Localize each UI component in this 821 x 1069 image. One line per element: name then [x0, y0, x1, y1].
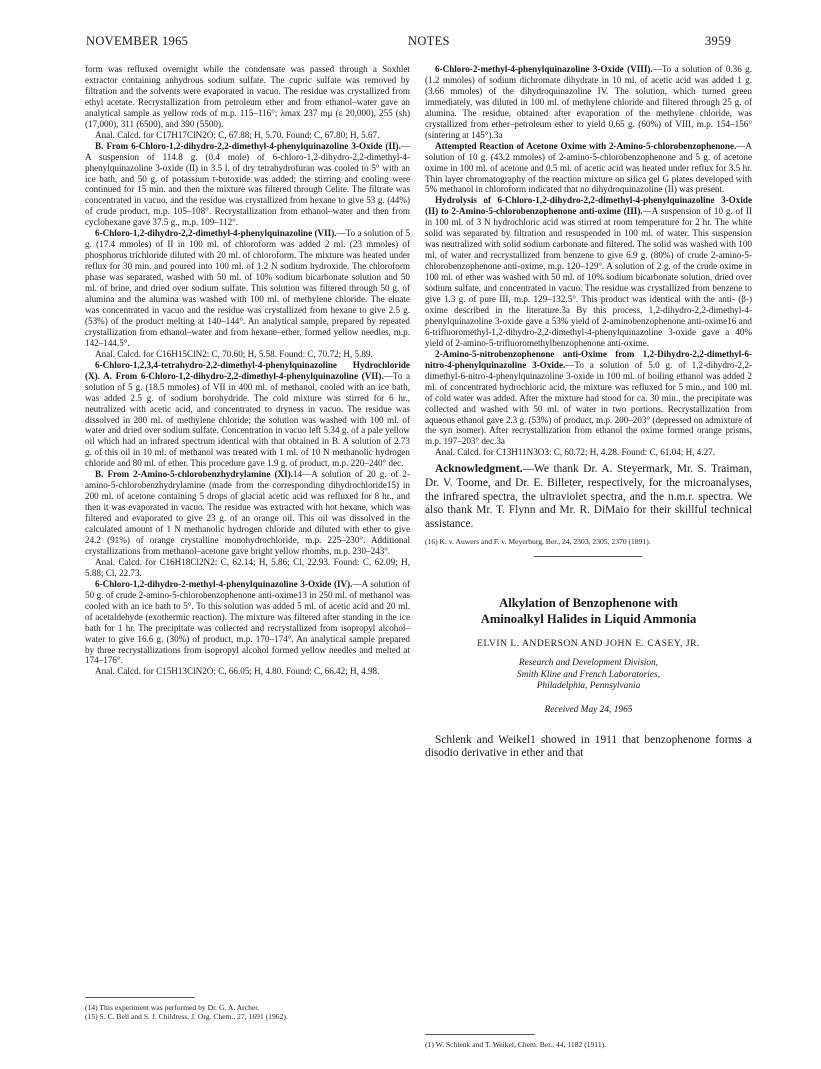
footnote: (15) S. C. Bell and S. J. Childress, J. Org. Chem., 27, 1691 (1962). [85, 1012, 288, 1022]
footnote-divider [425, 1034, 535, 1035]
paragraph: 6-Chloro-1,2-dihydro-2-methyl-4-phenylquinazoline 3-Oxide (IV).—A solution of 50 g. of crude 2-amino-5-chlorobenzophenone anti-oxime13 in 250 ml. of methanol was cooled with an ice bath to 5°. To this solution was added 5 ml. of acetic acid and 20 ml. of acetaldehyde (exothermic reaction). The mixture was filtered after standing in the ice bath for 1 hr. The precipitate was collected and recrystallized from isopropyl alcohol–water to give 16.6 g. (30%) of product, m.p. 170–174°. An analytical sample prepared by three recrystallizations from isopropyl alcohol formed yellow needles and melted at 174–176°. [85, 578, 410, 666]
running-header-section: NOTES [408, 34, 450, 48]
footnote: (14) This experiment was performed by Dr. G. A. Archer. [85, 1003, 260, 1012]
paragraph: Anal. Calcd. for C17H17ClN2O: C, 67.88; H, 5.70. Found: C, 67.80; H, 5.67. [95, 129, 380, 140]
paragraph: Anal. Calcd. for C13H11N3O3: C, 60.72; H, 4.28. Found: C, 61.04; H, 4.27. [435, 447, 715, 458]
article-affiliation: Research and Development Division, Smith Kline and French Laboratories, Philadelphia, Pennsylvania [516, 658, 661, 692]
page-number: 3959 [705, 34, 732, 48]
paragraph: Hydrolysis of 6-Chloro-1,2-dihydro-2,2-dimethyl-4-phenylquinazoline 3-Oxide (II) to 2-Amino-5-chlorobenzophenone anti-oxime (III).—A suspension of 10 g. of II in 100 ml. of 3 N hydrochloric acid was stirred at room temperature for 2 hr. The white solid was separated by filtration and resuspended in 100 ml. of water. This suspension was neutralized with solid sodium carbonate and filtered. The solid was washed with 100 ml. of water and recrystallized from benzene to give 6.9 g. (80%) of crude 2-amino-5-chlorobenzophenone anti-oxime, m.p. 120–129°. A solution of 2 g. of the crude oxime in 100 ml. of ether was washed with 50 ml. of 10% sodium bicarbonate solution, dried over sodium sulfate, and concentrated in vacuo. The residue was crystallized from benzene to give 1.3 g. of pure III, m.p. 129–132.5°. This product was identical with the anti- (β-) oxime described in the literature.3a By this process, 1,2-dihydro-2,2-dimethyl-4-phenylquinazoline 3-oxide gave a 53% yield of 2-aminobenzophenone anti-oxime16 and 6-trifluoromethyl-1,2-dihydro-2,2-dimethyl-4-phenylquinazoline 3-oxide gave a 40% yield of 2-amino-5-trifluoromethylbenzophenone anti-oxime. [425, 195, 752, 348]
left-column [85, 64, 410, 677]
paragraph: Anal. Calcd. for C16H18Cl2N2: C, 62.14; H, 5.86; Cl, 22.93. Found: C, 62.09; H, 5.88; Cl, 22.73. [85, 556, 410, 578]
footnote: (16) K. v. Auwers and F. v. Meyerburg, Ber., 24, 2303, 2305, 2370 (1891). [425, 537, 651, 547]
article-divider [534, 556, 642, 557]
paragraph: Anal. Calcd. for C15H13ClN2O: C, 66.05; H, 4.80. Found: C, 66.42; H, 4.98. [95, 666, 380, 677]
article-title: Alkylation of Benzophenone with Aminoalkyl Halides in Liquid Ammonia [480, 596, 697, 627]
running-header-date: NOVEMBER 1965 [86, 34, 189, 48]
paragraph: 6-Chloro-1,2-dihydro-2,2-dimethyl-4-phenylquinazoline (VII).—To a solution of 5 g. (17.4 mmoles) of II in 100 ml. of chloroform was added 2 ml. (23 mmoles) of phosphorus trichloride diluted with 20 ml. of chloroform. The mixture was heated under reflux for 30 min. and poured into 100 ml. of 1.2 N sodium hydroxide. The chloroform phase was separated, washed with 50 ml. of 10% sodium bicarbonate solution and 50 ml. of brine, and dried over sodium sulfate. This solution was filtered through 50 g. of alumina and the alumina was washed with 100 ml. of methylene chloride. The eluate was concentrated in vacuo and the residue was crystallized from hexane to give 2.5 g. (53%) of the product melting at 140–144°. An analytical sample, prepared by repeated crystallization from ethanol–water and from hexane–ether, formed yellow needles, m.p. 142–144.5°. [85, 228, 411, 348]
footnote: (1) W. Schlenk and T. Weikel, Chem. Ber., 44, 1182 (1911). [425, 1040, 607, 1049]
acknowledgment: Acknowledgment.—We thank Dr. A. Steyermark, Mr. S. Traiman, Dr. V. Toome, and Dr. E. Billeter, respectively, for the microanalyses, the infrared spectra, the ultraviolet spectra, and the n.m.r. spectra. We also thank Mr. T. Flynn and Mr. R. DiMaio for their skillful technical assistance. [425, 463, 752, 530]
paragraph: B. From 2-Amino-5-chlorobenzhydrylamine (XI).14—A solution of 20 g. of 2-amino-5-chlorobenzhydrylamine (made from the corresponding dihydrochloride15) in 200 ml. of acetone containing 5 drops of glacial acetic acid was refluxed for 8 hr., and then it was evaporated in vacuo. The residue was extracted with hot hexane, which was filtered and evaporated to give 23 g. of an orange oil. This oil was dissolved in the calculated amount of 1 N methanolic hydrogen chloride and diluted with ether to give 24.2 (91%) of orange crystalline monohydrochloride, m.p. 225–230°. Additional crystallizations from methanol–acetone gave bright yellow rhombs, m.p. 230–243°. [85, 469, 411, 556]
received-date: Received May 24, 1965 [544, 704, 633, 715]
paragraph: Attempted Reaction of Acetone Oxime with 2-Amino-5-chlorobenzophenone.—A solution of 10 g. (43.2 mmoles) of 2-amino-5-chlorobenzophenone and 5 g. of acetone oxime in 100 ml. of acetone and 0.5 ml. of acetic acid was heated under reflux for 3.5 hr. Thin layer chromatography of the reaction mixture on silica gel G plates developed with 5% methanol in chloroform indicated that no dihydroquinazoline (II) was present. [425, 140, 752, 195]
paragraph: 6-Chloro-2-methyl-4-phenylquinazoline 3-Oxide (VIII).—To a solution of 0.36 g. (1.2 mmoles) of sodium dichromate dihydrate in 10 ml. of acetic acid was added 1 g. (3.66 mmoles) of the dihydroquinazoline IV. The solution, which turned green immediately, was diluted in 100 ml. of methylene chloride and filtered through 25 g. of alumina. The residue, obtained after evaporation of the methylene chloride, was crystallized from ether–petroleum ether to yield 0.65 g. (60%) of VIII, m.p. 154–156° (sintering at 145°).3a [425, 64, 752, 140]
footnote-divider [85, 997, 195, 998]
article-authors: ELVIN L. ANDERSON AND JOHN E. CASEY, JR. [477, 638, 700, 650]
article-intro: Schlenk and Weikel1 showed in 1911 that benzophenone forms a disodio derivative in ether and that [425, 733, 752, 760]
right-column [425, 64, 752, 761]
paragraph: 6-Chloro-1,2,3,4-tetrahydro-2,2-dimethyl-4-phenylquinazoline Hydrochloride (X). A. From 6-Chloro-1,2-dihydro-2,2-dimethyl-4-phenylquinazoline (VII).—To a solution of 5 g. (18.5 mmoles) of VII in 400 ml. of methanol, cooled with an ice bath, was added 2.5 g. of sodium borohydride. The cold mixture was stirred for 6 hr., neutralized with acetic acid, and concentrated to dryness in vacuo. The residue was dissolved in 200 ml. of methylene chloride; the solution was washed with 100 ml. of water and dried over sodium sulfate. Concentration in vacuo left 5.34 g. of a pale yellow oil which had an infrared spectrum identical with that obtained in B. A solution of 2.73 g. of this oil in 10 ml. of methanol was treated with 1 ml. of 10 N methanolic hydrogen chloride and 80 ml. of ether. This procedure gave 1.9 g. of product, m.p. 220–240° dec. [85, 359, 410, 469]
paragraph: Anal. Calcd. for C16H15ClN2: C, 70.60; H, 5.58. Found: C, 70.72; H, 5.89. [95, 348, 373, 359]
paragraph: B. From 6-Chloro-1,2-dihydro-2,2-dimethyl-4-phenylquinazoline 3-Oxide (II).—A suspension of 114.8 g. (0.4 mole) of 6-chloro-1,2-dihydro-2,2-dimethyl-4-phenylquinazoline 3-oxide (II) in 3.5 l. of dry tetrahydrofuran was cooled to 5° with an ice bath, and 50 g. of potassium t-butoxide was added; the stirring and cooling were continued for 15 min. and then the mixture was filtered through Celite. The filtrate was concentrated in vacuo, and the residue was crystallized from hexane to give 53 g. (44%) of crude product, m.p. 105–108°. Recrystallization from ethanol–water and then from cyclohexane gave 37.5 g., m.p. 109–112°. [85, 140, 410, 228]
right-footnotes [425, 1024, 752, 1049]
paragraph: 2-Amino-5-nitrobenzophenone anti-Oxime from 1,2-Dihydro-2,2-dimethyl-6-nitro-4-phenylquinazoline 3-Oxide.—To a solution of 5.0 g. of 1,2-dihydro-2,2-dimethyl-6-nitro-4-phenylquinazoline 3-oxide in 100 ml. of boiling ethanol was added 2 ml. of concentrated hydrochloric acid, the mixture was refluxed for 5 min., and 100 ml. of cold water was added. After the mixture had stood for ca. 30 min., the precipitate was collected and washed with 50 ml. of water in two portions. Recrystallization from aqueous ethanol gave 2.3 g. (53%) of product, m.p. 200–203° (depressed on admixture of the syn isomer). After recrystallization from ethanol the oxime formed orange prisms, m.p. 197–203° dec.3a [425, 348, 752, 447]
paragraph: form was refluxed overnight while the condensate was passed through a Soxhlet extractor containing anhydrous sodium sulfate. The cupric sulfate was removed by filtration and the solvents were evaporated in vacuo. The residue was crystallized from ethyl acetate. Recrystallization from petroleum ether and from ethanol–water gave an analytical sample as yellow rods of m.p. 115–116°; λmax 237 mμ (ε 20,000), 255 (sh) (17,000), 311 (6500), and 390 (5500). [85, 64, 410, 129]
left-footnotes [85, 987, 410, 1022]
